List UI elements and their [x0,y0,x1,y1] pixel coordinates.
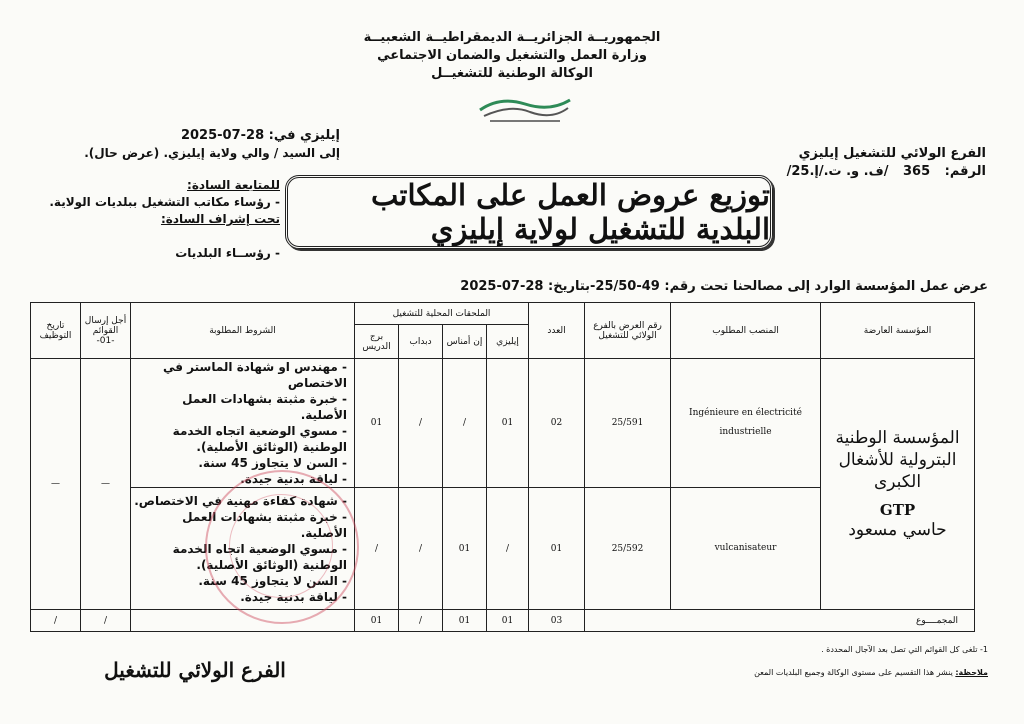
offer-number-cell: 25/591 [585,359,671,488]
date-line: إيليزي في: 28-07-2025 [180,128,340,143]
header-conditions: الشروط المطلوبة [131,303,355,359]
header-hiring-date: تاريخ التوظيف [31,303,81,359]
in-amenas-cell: / [443,359,487,488]
total-bordj: 01 [355,610,399,632]
note-text: ينشر هذا التقسيم على مستوى الوكالة وجميع البلديات المعن [754,668,953,677]
document-title-banner: توزيع عروض العمل على المكاتب البلدية للتشغيل لولاية إيليزي [285,175,773,249]
supervision-label: تحت إشراف السادة: [160,212,280,226]
in-amenas-cell: 01 [443,488,487,610]
condition-item: - السن لا يتجاوز 45 سنة. [134,573,347,589]
conditions-cell [131,359,355,488]
header-offer-number: رقم العرض بالفرع الولائي للتشغيل [585,303,671,359]
branch-name: الفرع الولائي للتشغيل إيليزي [798,146,986,161]
total-hiring-date: / [31,610,81,632]
header-illizi: إيليزي [487,325,529,359]
condition-item: - خبرة مثبتة بشهادات العمل الأصلية. [134,509,347,541]
illizi-cell: / [487,488,529,610]
djanet-cell: / [399,488,443,610]
intro-line: عرض عمل المؤسسة الوارد إلى مصالحنا تحت رقم: 49-25/50-بتاريخ: 28-07-2025 [460,279,988,294]
footnote-note [754,668,988,677]
signature-block: الفرع الولائي للتشغيل [104,658,286,682]
addressee: إلى السيد / والي ولاية إيليزي. (عرض حال). [84,146,340,160]
offers-table [30,302,975,632]
total-label: المجمــــوع [585,610,975,632]
bordj-cell: / [355,488,399,610]
header-count: العدد [529,303,585,359]
followup-item: - رؤساء مكاتب التشغيل ببلديات الولاية. [49,195,280,209]
conditions-list [134,493,351,605]
followup-label: للمتابعة السادة: [187,178,280,192]
header-djanet: دبداب [399,325,443,359]
agency-logo [470,90,580,126]
count-cell: 01 [529,488,585,610]
offer-number-cell: 25/592 [585,488,671,610]
total-illizi: 01 [487,610,529,632]
header-deadline: أجل إرسال القوائم -01- [81,303,131,359]
ref-suffix: /ف. و. ت./إ.25/ [786,164,889,179]
header-ministry: وزارة العمل والتشغيل والضمان الاجتماعي [377,48,647,63]
header-republic: الجمهوريــة الجزائريــة الديمقراطيــة الشعبيــة [363,30,661,45]
condition-item: - لياقة بدنية جيدة. [134,471,347,487]
header-company: المؤسسة العارضة [821,303,975,359]
table-header-row [31,303,975,325]
condition-item: - لياقة بدنية جيدة. [134,589,347,605]
total-conditions [131,610,355,632]
company-location: حاسي مسعود [848,520,947,540]
company-cell [821,359,975,610]
total-deadline: / [81,610,131,632]
table-row [31,359,975,488]
count-cell: 02 [529,359,585,488]
deadline-cell: — [81,359,131,610]
hiring-date-cell: — [31,359,81,610]
position-cell: vulcanisateur [671,488,821,610]
conditions-list [134,359,351,487]
header-bordj: برج الدريس [355,325,399,359]
djanet-cell: / [399,359,443,488]
conditions-cell [131,488,355,610]
ref-number: 365 [902,164,931,179]
position-cell: Ingénieure en électricité industrielle [671,359,821,488]
condition-item: - خبرة مثبتة بشهادات العمل الأصلية. [134,391,347,423]
condition-item: - مسوي الوضعية اتجاه الخدمة الوطنية (الوثائق الأصلية). [134,541,347,573]
note-label: ملاحظة: [955,668,988,677]
company-abbr: GTP [879,501,916,519]
condition-item: - السن لا يتجاوز 45 سنة. [134,455,347,471]
header-annexes: الملحقات المحلية للتشغيل [355,303,529,325]
bordj-cell: 01 [355,359,399,488]
total-in-amenas: 01 [443,610,487,632]
condition-item: - مسوي الوضعية اتجاه الخدمة الوطنية (الوثائق الأصلية). [134,423,347,455]
reference-line [787,164,986,179]
ref-label: الرقم: [944,164,986,179]
company-name: المؤسسة الوطنية البترولية للأشغال الكبرى [835,428,960,492]
header-position: المنصب المطلوب [671,303,821,359]
illizi-cell: 01 [487,359,529,488]
total-count: 03 [529,610,585,632]
total-row [31,610,975,632]
header-in-amenas: إن أمناس [443,325,487,359]
footnote-1: 1- تلغى كل القوائم التي تصل بعد الآجال المحددة . [821,645,988,654]
condition-item: - مهندس او شهادة الماستر في الاختصاص [134,359,347,391]
header-agency: الوكالة الوطنية للتشغيــل [431,66,593,81]
total-djanet: / [399,610,443,632]
supervision-item: - رؤســاء البلديات [175,246,280,260]
condition-item: - شهادة كفاءة مهنية في الاختصاص. [134,493,347,509]
